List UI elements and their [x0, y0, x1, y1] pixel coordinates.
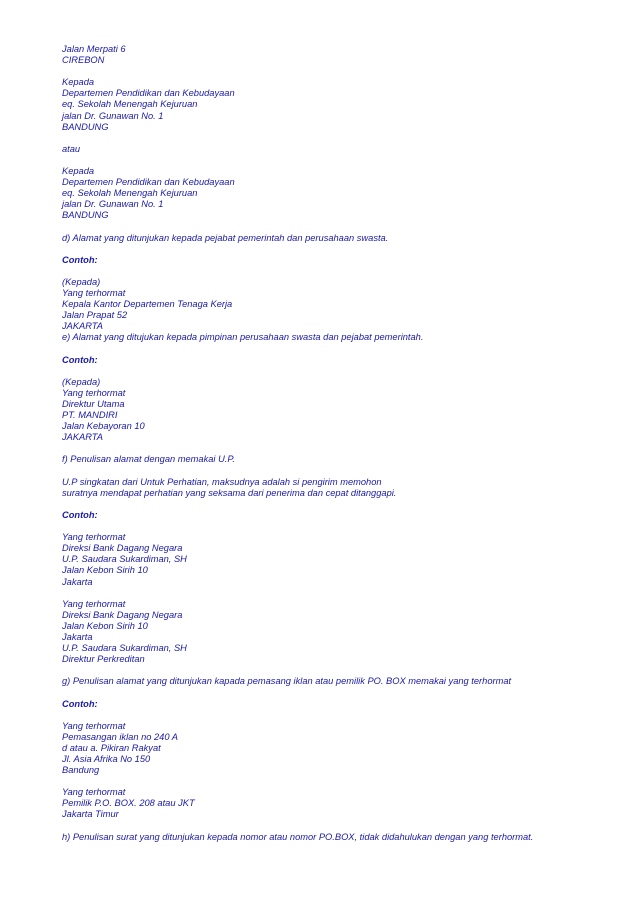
text-line: jalan Dr. Gunawan No. 1 — [62, 110, 164, 121]
text-line: Direktur Utama — [62, 399, 125, 409]
text-line: Jalan Prapat 52 — [62, 310, 128, 321]
text-line: Jakarta — [62, 576, 93, 587]
text-line: jalan Dr. Gunawan No. 1 — [62, 199, 164, 210]
text-line: Jalan Kebon Sirih 10 — [62, 565, 148, 576]
text-line: e) Alamat yang ditujukan kepada pimpinan perusahaan swasta dan pejabat pemerintah. — [62, 332, 424, 343]
text-line: Kepada — [62, 166, 95, 177]
text-line: PT. MANDIRI — [62, 410, 118, 421]
blank-line — [62, 66, 622, 77]
text-line: Jalan Merpati 6 — [62, 44, 126, 54]
blank-line — [62, 244, 622, 255]
example-heading: Contoh: — [62, 698, 98, 709]
text-line: eq. Sekolah Menengah Kejuruan — [62, 188, 198, 199]
text-line: atau — [62, 143, 81, 154]
blank-line — [62, 133, 622, 144]
blank-line — [62, 466, 622, 477]
text-line: Jakarta Timur — [62, 809, 119, 820]
blank-line — [62, 366, 622, 377]
text-line: Yang terhormat — [62, 787, 126, 798]
blank-line — [62, 266, 622, 277]
text-line: Bandung — [62, 765, 100, 776]
blank-line — [62, 588, 622, 599]
blank-line — [62, 521, 622, 532]
text-line: d atau a. Pikiran Rakyat — [62, 742, 161, 753]
text-line: Kepala Kantor Departemen Tenaga Kerja — [62, 299, 233, 310]
text-line: Pemasangan iklan no 240 A — [62, 731, 178, 742]
text-line: U.P. Saudara Sukardiman, SH — [62, 554, 187, 565]
blank-line — [62, 443, 622, 454]
text-line: U.P singkatan dari Untuk Perhatian, maksudnya adalah si pengirim memohon — [62, 476, 382, 487]
text-line: eq. Sekolah Menengah Kejuruan — [62, 99, 198, 110]
text-line: d) Alamat yang ditunjukan kepada pejabat pemerintah dan perusahaan swasta. — [62, 232, 389, 243]
text-line: g) Penulisan alamat yang ditunjukan kapada pemasang iklan atau pemilik PO. BOX memakai yang terhormat — [62, 676, 512, 687]
text-line: Departemen Pendidikan dan Kebudayaan — [62, 177, 235, 188]
text-line: Jalan Kebon Sirih 10 — [62, 620, 148, 631]
blank-line — [62, 821, 622, 832]
blank-line — [62, 687, 622, 698]
example-heading: Contoh: — [62, 509, 98, 520]
text-line: Yang terhormat — [62, 598, 126, 609]
text-line: BANDUNG — [62, 121, 109, 132]
text-line: Yang terhormat — [62, 288, 126, 299]
blank-line — [62, 710, 622, 721]
text-line: Kepada — [62, 77, 95, 88]
blank-line — [62, 665, 622, 676]
text-line: Pemilik P.O. BOX. 208 atau JKT — [62, 798, 195, 809]
text-line: CIREBON — [62, 55, 105, 66]
text-line: U.P. Saudara Sukardiman, SH — [62, 643, 187, 654]
text-line: JAKARTA — [62, 432, 103, 443]
blank-line — [62, 776, 622, 787]
blank-line — [62, 155, 622, 166]
text-line: suratnya mendapat perhatian yang seksama dari penerima dan cepat ditanggapi. — [62, 487, 397, 498]
text-line: Yang terhormat — [62, 720, 126, 731]
text-line: Departemen Pendidikan dan Kebudayaan — [62, 88, 235, 99]
text-line: Yang terhormat — [62, 532, 126, 543]
text-line: Jl. Asia Afrika No 150 — [62, 754, 151, 764]
blank-line — [62, 344, 622, 355]
text-line: (Kepada) — [62, 276, 101, 287]
text-line: Yang terhormat — [62, 387, 126, 398]
text-line: Jalan Kebayoran 10 — [62, 421, 145, 432]
text-line: Direktur Perkreditan — [62, 654, 145, 665]
document-body — [62, 44, 622, 843]
text-line: JAKARTA — [62, 321, 103, 332]
text-line: (Kepada) — [62, 376, 101, 387]
text-line: h) Penulisan surat yang ditunjukan kepada nomor atau nomor PO.BOX, tidak didahulukan dengan yang terhormat. — [62, 831, 534, 842]
blank-line — [62, 222, 622, 233]
example-heading: Contoh: — [62, 254, 98, 265]
blank-line — [62, 499, 622, 510]
text-line: f) Penulisan alamat dengan memakai U.P. — [62, 454, 235, 465]
text-line: Direksi Bank Dagang Negara — [62, 543, 183, 554]
text-line: BANDUNG — [62, 210, 109, 221]
text-line: Jakarta — [62, 631, 93, 642]
example-heading: Contoh: — [62, 354, 98, 365]
text-line: Direksi Bank Dagang Negara — [62, 609, 183, 620]
